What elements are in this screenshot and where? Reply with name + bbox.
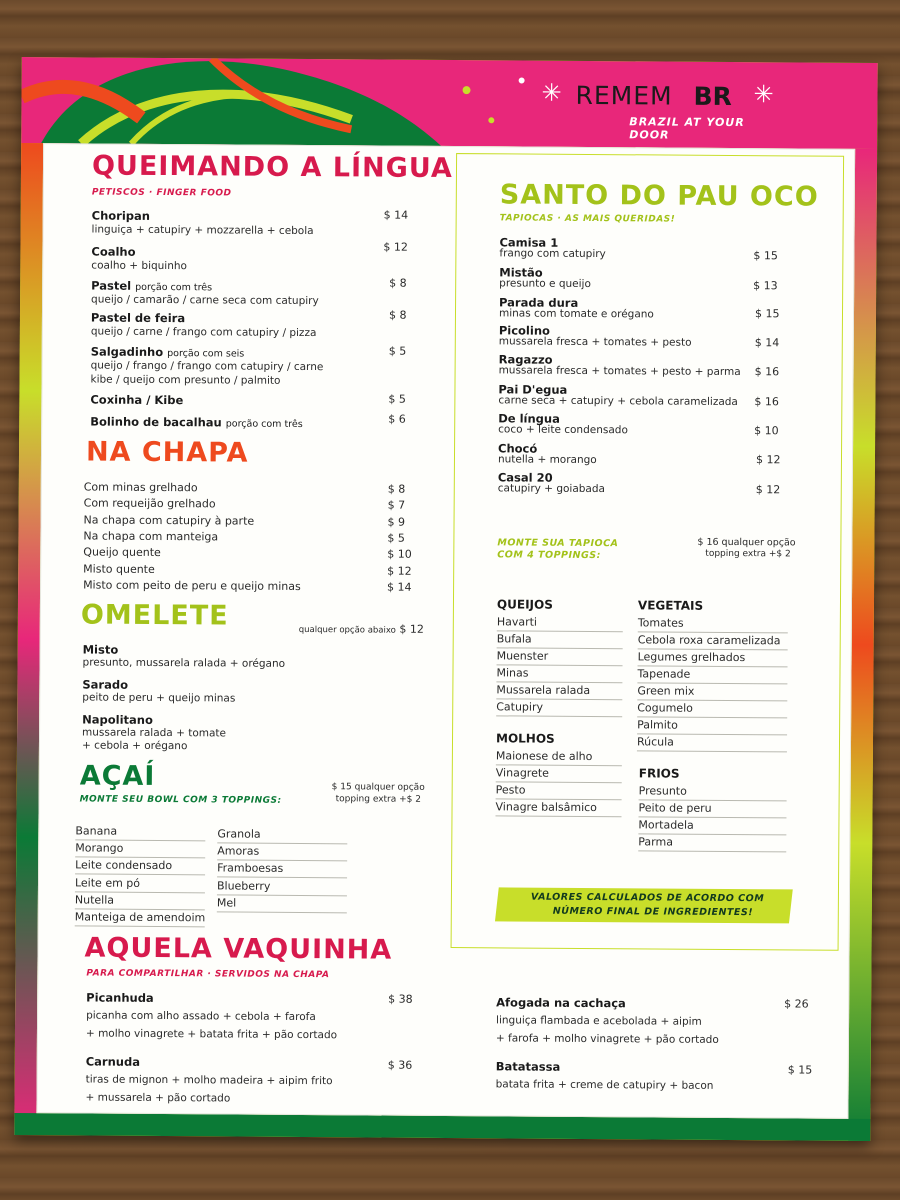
tapioca-de-lingua: De língua <box>498 411 560 426</box>
item-carnuda: Carnuda <box>85 1054 141 1069</box>
brand-logo <box>541 79 781 141</box>
item-price: $ 9 <box>387 515 406 529</box>
tapioca-choco: Chocó <box>498 441 538 456</box>
topping-option: Legumes grelhados <box>638 650 788 667</box>
item-desc: peito de peru + queijo minas <box>82 691 236 705</box>
item-napolitano: Napolitano <box>82 712 153 727</box>
item-desc: + farofa + molho vinagrete + pão cortado <box>495 1032 719 1046</box>
acai-topping: Leite em pó <box>75 876 205 893</box>
item-desc: coco + leite condensado <box>498 423 628 437</box>
tapioca-parada-dura: Parada dura <box>499 295 579 310</box>
item-desc: presunto, mussarela ralada + orégano <box>82 656 286 670</box>
item-price: $ 38 <box>388 992 413 1006</box>
queijos-heading: QUEIJOS <box>496 597 553 612</box>
chapa-item: Na chapa com manteiga <box>83 529 219 544</box>
section-title-vaquinha: AQUELA VAQUINHA <box>84 932 393 966</box>
chapa-item: Misto quente <box>83 562 155 576</box>
item-price: $ 12 <box>387 564 412 578</box>
topping-option: Vinagre balsâmico <box>495 800 621 817</box>
item-coxinha-kibe: Coxinha / Kibe <box>90 392 184 408</box>
build-tapioca-title: COM 4 TOPPINGS: <box>497 549 601 562</box>
acai-topping: Granola <box>217 827 347 844</box>
item-desc: kibe / queijo com presunto / palmito <box>90 373 281 387</box>
topping-option: Cogumelo <box>637 701 787 718</box>
tapioca-mistao: Mistão <box>499 265 543 280</box>
item-desc: tiras de mignon + molho madeira + aipim frito <box>85 1073 333 1088</box>
item-desc: queijo / frango / frango com catupiry / carne <box>90 359 324 374</box>
brand-tagline: BRAZIL AT YOUR DOOR <box>629 115 745 142</box>
topping-option: Rúcula <box>637 735 787 752</box>
item-desc: catupiry + goiabada <box>497 482 606 496</box>
item-bolinho-de-bacalhau: Bolinho de bacalhau porção com três <box>90 414 303 430</box>
acai-extra: topping extra +$ 2 <box>335 794 422 805</box>
item-price: $ 5 <box>388 344 407 358</box>
section-subtitle-tapiocas: TAPIOCAS · AS MAIS QUERIDAS! <box>499 213 676 225</box>
topping-option: Palmito <box>637 718 787 735</box>
item-pastel: Pastel porção com três <box>91 278 213 294</box>
item-price: $ 36 <box>387 1058 413 1072</box>
menu-paper <box>36 143 855 1119</box>
omelete-price: qualquer opção abaixo $ 12 <box>298 622 424 636</box>
topping-option: Mussarela ralada <box>496 683 622 700</box>
section-title-chapa: NA CHAPA <box>85 436 249 469</box>
item-price: $ 15 <box>753 249 778 263</box>
topping-option: Havarti <box>497 615 623 632</box>
item-desc: coalho + biquinho <box>91 259 188 273</box>
build-tapioca-price: $ 16 qualquer opção <box>697 536 796 549</box>
item-price: $ 14 <box>387 580 412 594</box>
section-subtitle-acai: MONTE SEU BOWL COM 3 TOPPINGS: <box>79 794 282 806</box>
acai-topping: Blueberry <box>217 879 347 896</box>
item-desc: picanha com alho assado + cebola + farofa <box>86 1009 316 1024</box>
topping-option: Green mix <box>637 684 787 701</box>
acai-topping: Morango <box>75 841 205 858</box>
topping-option: Catupiry <box>496 700 622 717</box>
topping-option: Parma <box>638 835 786 852</box>
item-price: $ 13 <box>753 279 778 293</box>
acai-topping: Banana <box>75 824 205 841</box>
item-desc: frango com catupiry <box>499 247 606 261</box>
section-subtitle-vaquinha: PARA COMPARTILHAR · SERVIDOS NA CHAPA <box>86 968 330 981</box>
topping-option: Pesto <box>496 783 622 800</box>
tapioca-casal-20: Casal 20 <box>497 470 553 485</box>
acai-topping: Amoras <box>217 844 347 861</box>
chapa-item: Misto com peito de peru e queijo minas <box>83 578 301 593</box>
item-price: $ 6 <box>388 412 406 426</box>
brand-name-bold: BR <box>693 81 732 111</box>
item-desc: + mussarela + pão cortado <box>85 1091 231 1105</box>
topping-option: Mortadela <box>638 818 786 835</box>
acai-topping: Mel <box>217 896 347 913</box>
item-misto: Misto <box>82 642 119 657</box>
item-price: $ 10 <box>387 547 412 561</box>
item-price: $ 12 <box>755 483 781 497</box>
item-price: $ 15 <box>787 1063 813 1077</box>
tapioca-ragazzo: Ragazzo <box>498 352 553 367</box>
item-sarado: Sarado <box>82 677 129 692</box>
item-price: $ 14 <box>383 208 409 222</box>
item-afogada-na-cachaca: Afogada na cachaça <box>496 995 626 1011</box>
topping-option: Tomates <box>638 616 788 633</box>
item-price: $ 8 <box>389 276 407 290</box>
tapioca-camisa-1: Camisa 1 <box>499 235 559 250</box>
chapa-item: Com requeijão grelhado <box>83 496 216 511</box>
item-price: $ 12 <box>755 453 781 467</box>
topping-option: Maionese de alho <box>496 749 622 766</box>
item-choripan: Choripan <box>91 208 151 223</box>
topping-option: Cebola roxa caramelizada <box>638 633 788 650</box>
item-desc: mussarela fresca + tomates + pesto + parma <box>498 364 741 379</box>
topping-option: Tapenade <box>637 667 787 684</box>
item-desc: presunto e queijo <box>499 277 591 291</box>
item-price: $ 10 <box>754 424 779 438</box>
item-desc: nutella + morango <box>497 453 597 467</box>
section-title-queimando: QUEIMANDO A LÍNGUA <box>91 150 453 185</box>
section-subtitle-queimando: PETISCOS · FINGER FOOD <box>91 187 232 199</box>
item-desc: + molho vinagrete + batata frita + pão cortado <box>85 1027 338 1042</box>
item-desc: linguiça + catupiry + mozzarella + cebola <box>91 223 314 238</box>
build-tapioca-title: MONTE SUA TAPIOCA <box>497 537 619 550</box>
item-batatassa: Batatassa <box>495 1059 561 1074</box>
acai-topping: Nutella <box>75 893 205 910</box>
section-title-tapiocas: SANTO DO PAU OCO <box>499 179 819 213</box>
menu-sheet <box>14 57 878 1141</box>
item-coalho: Coalho <box>91 244 136 259</box>
item-price: $ 14 <box>754 336 780 350</box>
item-pastel-de-feira: Pastel de feira <box>90 310 186 326</box>
item-salgadinho: Salgadinho porção com seis <box>90 344 245 360</box>
item-desc: minas com tomate e orégano <box>498 307 654 321</box>
topping-option: Vinagrete <box>496 766 622 783</box>
pricing-note: NÚMERO FINAL DE INGREDIENTES! <box>552 905 754 919</box>
star-icon: ✳ <box>541 78 562 107</box>
chapa-item: Queijo quente <box>83 545 161 560</box>
vegetais-heading: VEGETAIS <box>637 598 704 613</box>
item-price: $ 8 <box>387 482 406 496</box>
chapa-item: Com minas grelhado <box>83 480 198 495</box>
tapioca-picolino: Picolino <box>498 323 550 338</box>
chapa-item: Na chapa com catupiry à parte <box>83 513 255 528</box>
item-price: $ 16 <box>754 395 779 409</box>
acai-topping: Manteiga de amendoim <box>75 910 205 927</box>
acai-price: $ 15 qualquer opção <box>331 782 425 793</box>
item-desc: + cebola + orégano <box>81 739 188 753</box>
brand-name-light: REMEM <box>575 80 673 111</box>
item-price: $ 26 <box>784 997 809 1011</box>
item-desc: carne seca + catupiry + cebola caramelizada <box>498 394 738 409</box>
item-desc: queijo / camarão / carne seca com catupiry <box>91 293 319 308</box>
item-price: $ 16 <box>754 365 780 379</box>
acai-topping: Framboesas <box>217 861 347 878</box>
item-desc: mussarela fresca + tomates + pesto <box>498 335 692 349</box>
item-price: $ 8 <box>388 308 407 322</box>
item-desc: mussarela ralada + tomate <box>82 726 227 740</box>
topping-option: Minas <box>496 666 622 683</box>
topping-option: Presunto <box>639 784 787 801</box>
item-price: $ 7 <box>387 498 406 512</box>
topping-option: Bufala <box>497 632 623 649</box>
frios-heading: FRIOS <box>638 766 680 781</box>
item-price: $ 15 <box>754 307 780 321</box>
item-picanhuda: Picanhuda <box>86 990 154 1005</box>
item-price: $ 5 <box>388 392 406 406</box>
section-title-omelete: OMELETE <box>80 599 229 632</box>
topping-option: Muenster <box>497 649 623 666</box>
section-title-acai: AÇAÍ <box>79 760 156 792</box>
item-desc: linguiça flambada e acebolada + aipim <box>496 1014 702 1028</box>
molhos-heading: MOLHOS <box>495 731 555 746</box>
item-price: $ 5 <box>387 531 405 545</box>
item-price: $ 12 <box>383 240 409 254</box>
tapioca-pai-degua: Pai D'egua <box>498 382 568 397</box>
item-desc: batata frita + creme de catupiry + bacon <box>495 1078 714 1092</box>
build-tapioca-extra: topping extra +$ 2 <box>705 548 791 560</box>
topping-option: Peito de peru <box>638 801 786 818</box>
item-desc: queijo / carne / frango com catupiry / pizza <box>90 325 317 340</box>
acai-topping: Leite condensado <box>75 858 205 875</box>
pricing-note: VALORES CALCULADOS DE ACORDO COM <box>530 891 765 905</box>
star-icon: ✳ <box>753 80 774 109</box>
